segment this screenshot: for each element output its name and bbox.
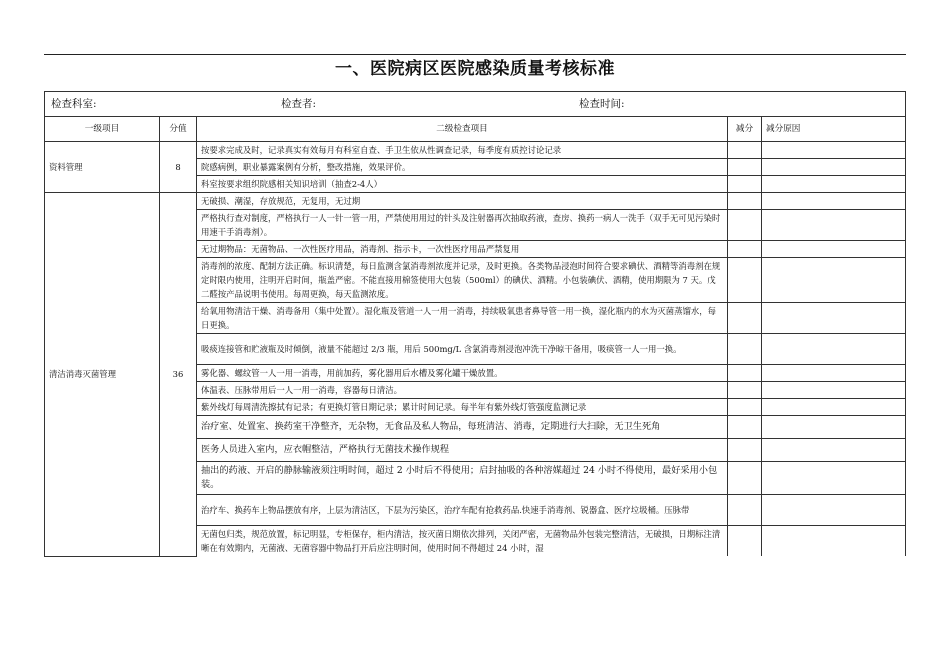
check-item: 雾化器、螺纹管一人一用一消毒，用前加药，雾化器用后水槽及雾化罐干燥放置。	[197, 365, 728, 382]
dept-label: 检查科室:	[51, 98, 97, 110]
deduct-cell[interactable]	[728, 462, 762, 495]
top-rule	[44, 54, 906, 55]
check-item: 体温表、压脉带用后一人一用一消毒，容器每日清洁。	[197, 382, 728, 399]
deduct-cell[interactable]	[728, 159, 762, 176]
deduct-cell[interactable]	[728, 365, 762, 382]
deduct-cell[interactable]	[728, 495, 762, 526]
check-item: 治疗室、处置室、换药室干净整齐，无杂物，无食品及私人物品，每班清洁、消毒，定期进行大扫除，无卫生死角	[197, 416, 728, 439]
header-score: 分值	[160, 117, 197, 142]
inspection-info-row	[45, 92, 906, 117]
section-score: 8	[160, 142, 197, 193]
deduct-cell[interactable]	[728, 193, 762, 210]
header-deduct: 减分	[728, 117, 762, 142]
reason-cell[interactable]	[762, 462, 906, 495]
deduct-cell[interactable]	[728, 399, 762, 416]
header-reason: 减分原因	[762, 117, 906, 142]
deduct-cell[interactable]	[728, 176, 762, 193]
deduct-cell[interactable]	[728, 142, 762, 159]
check-item: 消毒剂的浓度、配制方法正确。标识清楚，每日监测含氯消毒剂浓度并记录，及时更换。各类物品浸泡时间符合要求碘伏、酒精等消毒剂在规定时限内使用，注明开启时间，瓶盖严密。不能直接用棉签使用大包装（500ml）的碘伏、酒精。小包装碘伏、酒精，使用期限为 7 天。戊二醛按产品说明书使用。每周更换，每天监测浓度。	[197, 258, 728, 303]
check-item: 按要求完成及时，记录真实有效每月有科室自查、手卫生依从性调查记录，每季度有质控讨论记录	[197, 142, 728, 159]
deduct-cell[interactable]	[728, 526, 762, 557]
reason-cell[interactable]	[762, 241, 906, 258]
reason-cell[interactable]	[762, 334, 906, 365]
page-title: 一、医院病区医院感染质量考核标准	[335, 59, 615, 79]
reason-cell[interactable]	[762, 365, 906, 382]
reason-cell[interactable]	[762, 382, 906, 399]
check-item: 治疗车、换药车上物品摆放有序，上层为清洁区，下层为污染区，治疗车配有抢救药品.快速手消毒剂、锐器盒、医疗垃圾桶。压脉带	[197, 495, 728, 526]
check-item: 抽出的药液、开启的静脉输液须注明时间，超过 2 小时后不得使用；启封抽吸的各种溶媒超过 24 小时不得使用，最好采用小包装。	[197, 462, 728, 495]
reason-cell[interactable]	[762, 142, 906, 159]
deduct-cell[interactable]	[728, 439, 762, 462]
reason-cell[interactable]	[762, 303, 906, 334]
check-item: 吸痰连接管和贮液瓶及时倾倒，液量不能超过 2/3 瓶，用后 500mg/L 含氯消毒剂浸泡冲洗干净晾干备用，吸痰管一人一用一换。	[197, 334, 728, 365]
table-row	[45, 193, 906, 210]
deduct-cell[interactable]	[728, 210, 762, 241]
check-item: 院感病例，职业暴露案例有分析，整改措施，效果评价。	[197, 159, 728, 176]
section-name: 资料管理	[45, 142, 160, 193]
check-item: 医务人员进入室内，应衣帽整洁，严格执行无菌技术操作规程	[197, 439, 728, 462]
check-item: 科室按要求组织院感相关知识培训（抽查2-4人）	[197, 176, 728, 193]
deduct-cell[interactable]	[728, 303, 762, 334]
reason-cell[interactable]	[762, 399, 906, 416]
reason-cell[interactable]	[762, 176, 906, 193]
section-score: 36	[160, 193, 197, 557]
inspection-info-cell	[45, 92, 906, 117]
check-item: 严格执行查对制度，严格执行一人一针一管一用，严禁使用用过的针头及注射器再次抽取药液，查房、换药一病人一洗手（双手无可见污染时用速干手消毒剂）。	[197, 210, 728, 241]
check-item: 无破损、潮湿，存放规范，无复用，无过期	[197, 193, 728, 210]
section-name: 清洁消毒灭菌管理	[45, 193, 160, 557]
check-item: 无菌包归类，规范放置，标记明显，专柜保存，柜内清洁，按灭菌日期依次排列，关闭严密，无菌物品外包装完整清洁，无破损，日期标注清晰在有效期内，无菌液、无菌容器中物品打开后应注明时间，使用时间不得超过 24 小时，湿	[197, 526, 728, 557]
reason-cell[interactable]	[762, 159, 906, 176]
deduct-cell[interactable]	[728, 258, 762, 303]
check-item: 紫外线灯每周清洗擦拭有记录；有更换灯管日期记录；累计时间记录。每半年有紫外线灯管强度监测记录	[197, 399, 728, 416]
reason-cell[interactable]	[762, 193, 906, 210]
deduct-cell[interactable]	[728, 382, 762, 399]
assessment-table	[44, 91, 906, 557]
deduct-cell[interactable]	[728, 416, 762, 439]
header-level2: 二级检查项目	[197, 117, 728, 142]
reason-cell[interactable]	[762, 495, 906, 526]
deduct-cell[interactable]	[728, 334, 762, 365]
check-item: 无过期物品：无菌物品、一次性医疗用品，消毒剂、指示卡，一次性医疗用品严禁复用	[197, 241, 728, 258]
header-row	[45, 117, 906, 142]
table-row	[45, 142, 906, 159]
reason-cell[interactable]	[762, 210, 906, 241]
inspector-label: 检查者:	[281, 98, 317, 110]
reason-cell[interactable]	[762, 526, 906, 557]
reason-cell[interactable]	[762, 258, 906, 303]
reason-cell[interactable]	[762, 416, 906, 439]
deduct-cell[interactable]	[728, 241, 762, 258]
time-label: 检查时间:	[579, 98, 625, 110]
reason-cell[interactable]	[762, 439, 906, 462]
header-level1: 一级项目	[45, 117, 160, 142]
check-item: 给氧用物清洁干燥、消毒备用（集中处置）。湿化瓶及管道一人一用一消毒，持续吸氧患者鼻导管一用一换，湿化瓶内的水为灭菌蒸馏水，每日更换。	[197, 303, 728, 334]
